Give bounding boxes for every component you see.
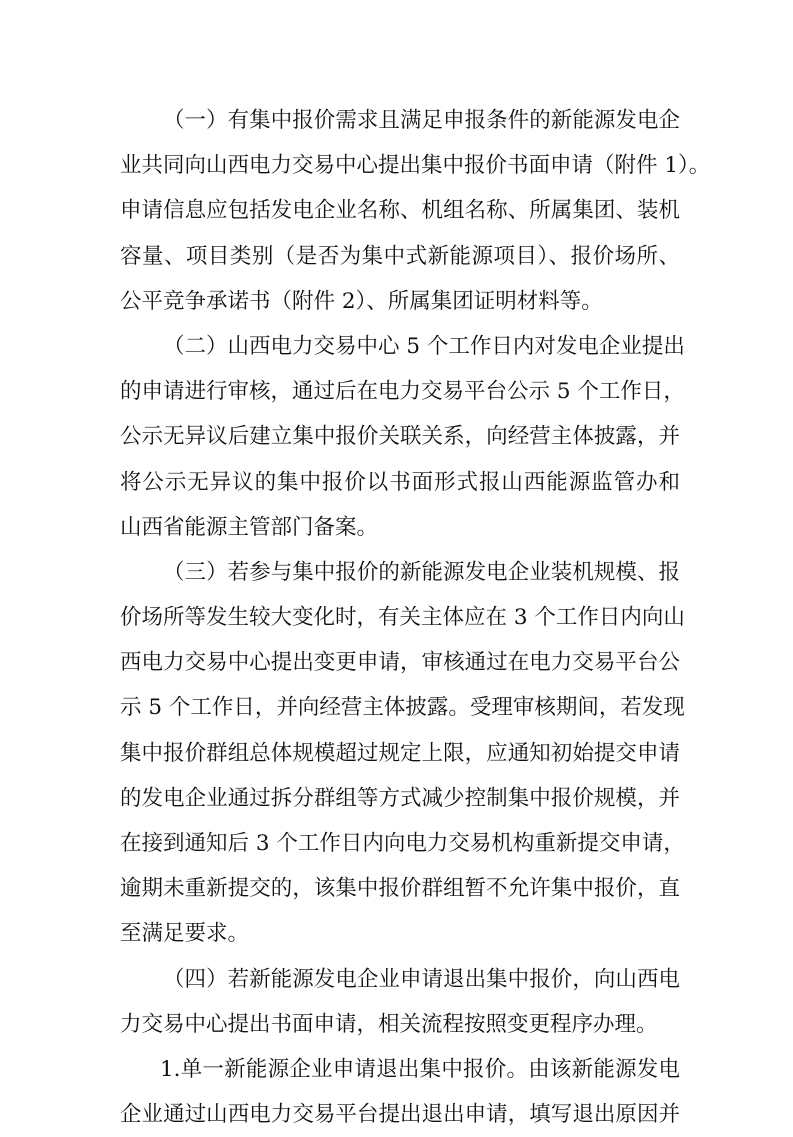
text-line: 价场所等发生较大变化时，有关主体应在 3 个工作日内向山 [120,605,685,631]
text-line: 申请信息应包括发电企业名称、机组名称、所属集团、装机 [120,198,680,224]
text-line: 力交易中心提出书面申请，相关流程按照变更程序办理。 [120,1011,658,1037]
text-line: 业共同向山西电力交易中心提出集中报价书面申请（附件 1）。 [120,153,711,179]
text-line: 容量、项目类别（是否为集中式新能源项目）、报价场所、 [120,243,680,269]
text-line: （一）有集中报价需求且满足申报条件的新能源发电企 [163,108,680,133]
text-line: 集中报价群组总体规模超过规定上限，应通知初始提交申请 [120,740,680,766]
paragraph-1 [120,98,711,324]
text-line: 逾期未重新提交的，该集中报价群组暂不允许集中报价，直 [120,876,680,902]
text-line: 在接到通知后 3 个工作日内向电力交易机构重新提交申请， [120,831,685,856]
text-line: （二）山西电力交易中心 5 个工作日内对发电企业提出 [163,333,685,359]
paragraph-3 [120,550,685,957]
text-line: 公示无异议后建立集中报价关联关系，向经营主体披露，并 [120,424,680,450]
text-line: 的发电企业通过拆分群组等方式减少控制集中报价规模，并 [120,785,680,811]
text-line: 的申请进行审核，通过后在电力交易平台公示 5 个工作日， [120,379,685,405]
paragraph-5 [120,1047,680,1137]
text-line: 至满足要求。 [120,921,250,947]
text-line: （四）若新能源发电企业申请退出集中报价，向山西电 [163,966,680,992]
text-line: 企业通过山西电力交易平台提出退出申请，填写退出原因并 [120,1102,680,1128]
paragraph-4 [120,957,680,1047]
text-line: 将公示无异议的集中报价以书面形式报山西能源监管办和 [120,469,680,495]
text-line: 示 5 个工作日，并向经营主体披露。受理审核期间，若发现 [120,695,685,721]
text-line: （三）若参与集中报价的新能源发电企业装机规模、报 [163,559,680,585]
text-line: 山西省能源主管部门备案。 [120,514,379,540]
text-line: 西电力交易中心提出变更申请，审核通过在电力交易平台公 [120,650,680,676]
text-line: 1.单一新能源企业申请退出集中报价。由该新能源发电 [160,1056,680,1082]
text-line: 公平竞争承诺书（附件 2）、所属集团证明材料等。 [120,288,603,314]
document-body [120,98,711,1137]
paragraph-2 [120,324,685,550]
